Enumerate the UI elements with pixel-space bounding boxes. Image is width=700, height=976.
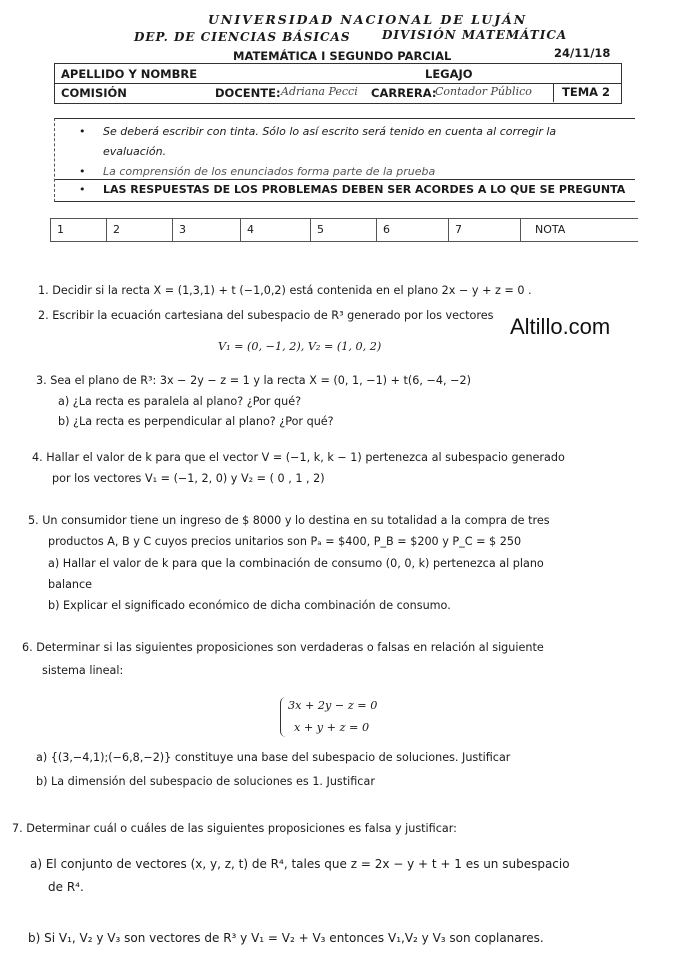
surname-label: APELLIDO Y NOMBRE [61,67,198,81]
score-cell-label: 6 [383,223,390,236]
system-equation-2: x + y + z = 0 [294,721,370,734]
exam-date: 24/11/18 [554,46,611,60]
note-ink-cont: evaluación. [103,145,167,158]
question-2: 2. Escribir la ecuación cartesiana del subespacio de R³ generado por los vectores [38,309,494,322]
department-right: DIVISIÓN MATEMÁTICA [382,28,568,42]
question-6-line2: sistema lineal: [42,664,124,677]
student-info-row-2 [55,83,621,102]
docente-value: Adriana Pecci [281,85,358,98]
score-cell-label: 3 [179,223,186,236]
bullet-2: • [79,165,86,178]
docente-label: DOCENTE: [215,86,281,100]
question-7a-line2: de R⁴. [48,880,84,894]
watermark: Altillo.com [510,314,611,339]
question-3b: b) ¿La recta es perpendicular al plano? ¿Por qué? [58,415,334,428]
question-2-vectors: V₁ = (0, −1, 2), V₂ = (1, 0, 2) [218,340,382,353]
score-cell-2[interactable] [106,219,173,241]
question-5-line1: 5. Un consumidor tiene un ingreso de $ 8000 y lo destina en su totalidad a la compra de tres [28,514,550,527]
score-cell-4[interactable] [240,219,311,241]
score-cell-3[interactable] [172,219,241,241]
question-6-line1: 6. Determinar si las siguientes proposiciones son verdaderas o falsas en relación al siguiente [22,641,544,654]
score-cell-label: 1 [57,223,64,236]
question-6a: a) {(3,−4,1);(−6,8,−2)} constituye una base del subespacio de soluciones. Justificar [36,751,511,764]
department-left: DEP. DE CIENCIAS BÁSICAS [134,30,351,44]
bullet-1: • [79,125,86,138]
question-4-line1: 4. Hallar el valor de k para que el vector V = (−1, k, k − 1) pertenezca al subespacio generado [32,451,565,464]
note-comprehension: La comprensión de los enunciados forma parte de la prueba [103,165,436,178]
legajo-label: LEGAJO [425,67,473,81]
university-title: UNIVERSIDAD NACIONAL DE LUJÁN [208,12,528,27]
question-5a-line1: a) Hallar el valor de k para que la combinación de consumo (0, 0, k) pertenezca al plano [48,557,544,570]
student-info-row-1 [55,64,621,84]
score-grid [50,218,638,242]
comision-label: COMISIÓN [61,86,127,100]
note-answers: LAS RESPUESTAS DE LOS PROBLEMAS DEBEN SER ACORDES A LO QUE SE PREGUNTA [103,183,626,196]
note-ink: Se deberá escribir con tinta. Sólo lo así escrito será tenido en cuenta al corregir la [103,125,557,138]
bullet-3: • [79,183,86,196]
question-7: 7. Determinar cuál o cuáles de las siguientes proposiciones es falsa y justificar: [12,822,457,835]
score-cell-7[interactable] [448,219,521,241]
tema-label: TEMA 2 [553,83,610,102]
question-5a-line2: balance [48,578,93,591]
question-4-line2: por los vectores V₁ = (−1, 2, 0) y V₂ = ( 0 , 1 , 2) [52,472,325,485]
question-1: 1. Decidir si la recta X = (1,3,1) + t (−1,0,2) está contenida en el plano 2x − y + z = 0 . [38,284,532,297]
score-cell-5[interactable] [310,219,377,241]
score-cell-nota[interactable] [520,219,639,241]
question-5-line2: productos A, B y C cuyos precios unitarios son Pₐ = $400, P_B = $200 y P_C = $ 250 [48,535,522,548]
score-cell-6[interactable] [376,219,449,241]
student-info-box [54,63,622,104]
instructions-box [54,118,635,202]
question-3: 3. Sea el plano de R³: 3x − 2y − z = 1 y la recta X = (0, 1, −1) + t(6, −4, −2) [36,374,471,387]
carrera-label: CARRERA: [371,86,437,100]
question-6b: b) La dimensión del subespacio de soluciones es 1. Justificar [36,775,375,788]
score-cell-label: 4 [247,223,254,236]
system-equation-1: 3x + 2y − z = 0 [288,699,378,712]
score-cell-1[interactable] [50,219,107,241]
score-cell-label: NOTA [535,223,566,236]
question-7a-line1: a) El conjunto de vectores (x, y, z, t) de R⁴, tales que z = 2x − y + t + 1 es un subespacio [30,857,570,871]
score-cell-label: 2 [113,223,120,236]
score-cell-label: 5 [317,223,324,236]
question-3a: a) ¿La recta es paralela al plano? ¿Por qué? [58,395,302,408]
course-title: MATEMÁTICA I SEGUNDO PARCIAL [233,49,452,63]
question-5b: b) Explicar el significado económico de dicha combinación de consumo. [48,599,451,612]
carrera-value: Contador Público [435,85,532,98]
notes-divider [55,179,635,180]
question-7b: b) Si V₁, V₂ y V₃ son vectores de R³ y V₁ = V₂ + V₃ entonces V₁,V₂ y V₃ son coplanares. [28,931,544,945]
score-cell-label: 7 [455,223,462,236]
